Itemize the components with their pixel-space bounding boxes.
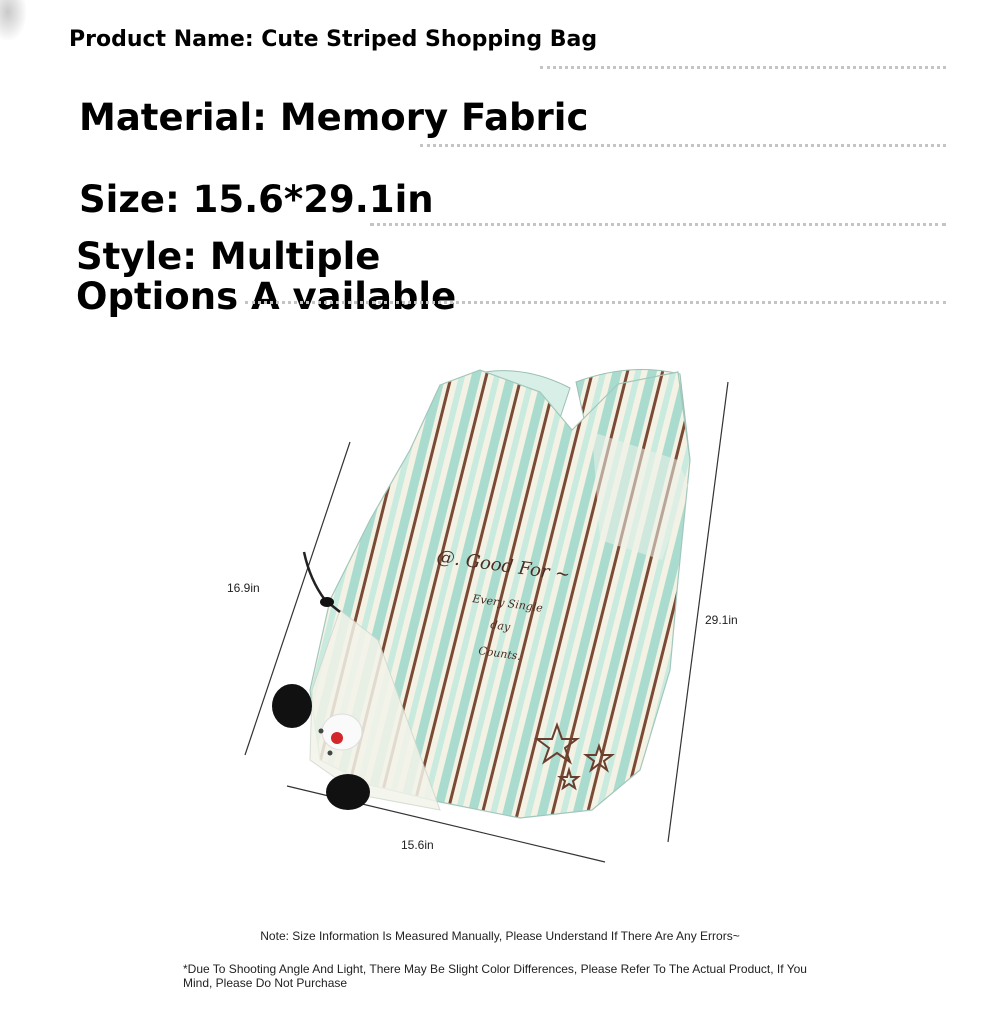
dimension-label-pouch: 16.9in [227,581,260,595]
divider-rule [540,66,946,69]
cartoon-nose [331,732,343,744]
bag-print-text: day [489,618,512,634]
size-spec: Size: 15.6*29.1in [79,178,434,221]
bag-print-text: Counts. [477,644,522,663]
cord-stopper [320,597,334,607]
divider-rule [245,301,946,304]
product-name: Product Name: Cute Striped Shopping Bag [69,27,598,52]
bag-print-text: Every Single [471,592,544,615]
measurement-note: Note: Size Information Is Measured Manually, Please Understand If There Are Any Errors~ [260,929,740,943]
cartoon-eye [328,751,333,756]
dimension-label-width: 15.6in [401,838,434,852]
cartoon-ear [272,684,312,728]
cartoon-face [322,714,362,750]
divider-rule [420,144,946,147]
corner-smudge [0,0,26,40]
cartoon-eye [319,729,324,734]
style-spec: Style: Multiple Options A vailable [76,235,457,318]
color-disclaimer: *Due To Shooting Angle And Light, There May Be Slight Color Differences, Please Refer To The Actual Product, If You Mind, Please Do Not Purchase [183,962,807,990]
divider-rule [370,223,946,226]
material-spec: Material: Memory Fabric [79,96,589,139]
dimension-label-height: 29.1in [705,613,738,627]
cartoon-ear [326,774,370,810]
bag-print-text: @. Good For ~ [435,546,572,586]
